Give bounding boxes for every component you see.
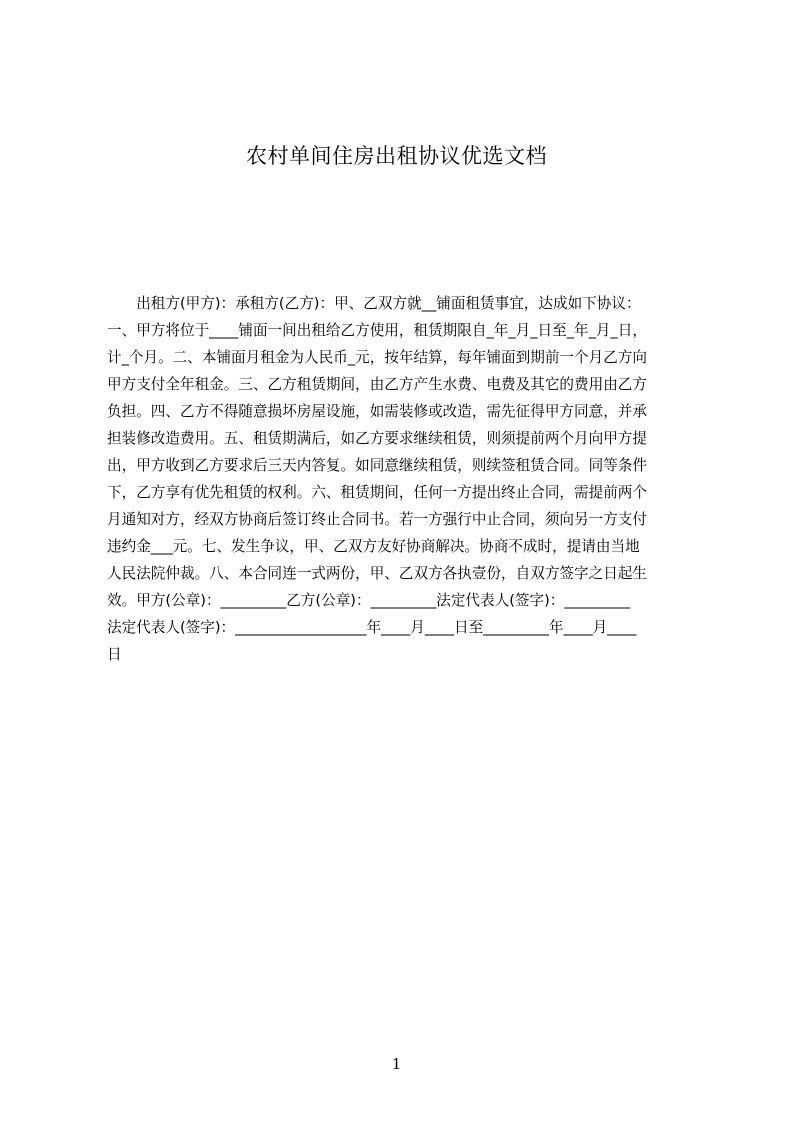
body-line: 一、甲方将位于____铺面一间出租给乙方使用，租赁期限自_年_月_日至_年_月_日， xyxy=(107,322,647,339)
agreement-body xyxy=(107,290,697,668)
body-line: 效。甲方(公章)：_________乙方(公章)：_________法定代表人(签字)：_________ xyxy=(107,592,631,609)
body-line: 日 xyxy=(107,646,122,663)
body-line: 法定代表人(签字)：__________________年____月____日至_________年____月____ xyxy=(107,619,637,636)
body-line: 负担。四、乙方不得随意损坏房屋设施，如需装修或改造，需先征得甲方同意，并承 xyxy=(107,403,647,420)
body-line: 月通知对方，经双方协商后签订终止合同书。若一方强行中止合同，须向另一方支付 xyxy=(107,511,647,528)
body-line: 人民法院仲裁。八、本合同连一式两份，甲、乙双方各执壹份，自双方签字之日起生 xyxy=(107,565,647,582)
body-line: 下，乙方享有优先租赁的权利。六、租赁期间，任何一方提出终止合同，需提前两个 xyxy=(107,484,647,501)
body-line: 甲方支付全年租金。三、乙方租赁期间，由乙方产生水费、电费及其它的费用由乙方 xyxy=(107,376,647,393)
page-number: 1 xyxy=(391,1055,402,1073)
body-line: 违约金___元。七、发生争议，甲、乙双方友好协商解决。协商不成时，提请由当地 xyxy=(107,538,640,555)
body-line: 计_个月。二、本铺面月租金为人民币_元，按年结算，每年铺面到期前一个月乙方向 xyxy=(107,349,647,366)
document-title: 农村单间住房出租协议优选文档 xyxy=(246,144,547,168)
body-line: 担装修改造费用。五、租赁期满后，如乙方要求继续租赁，则须提前两个月向甲方提 xyxy=(107,430,647,447)
body-line: 出，甲方收到乙方要求后三天内答复。如同意继续租赁，则续签租赁合同。同等条件 xyxy=(107,457,647,474)
body-line: 出租方(甲方)：承租方(乙方)：甲、乙双方就__铺面租赁事宜，达成如下协议： xyxy=(107,295,641,312)
